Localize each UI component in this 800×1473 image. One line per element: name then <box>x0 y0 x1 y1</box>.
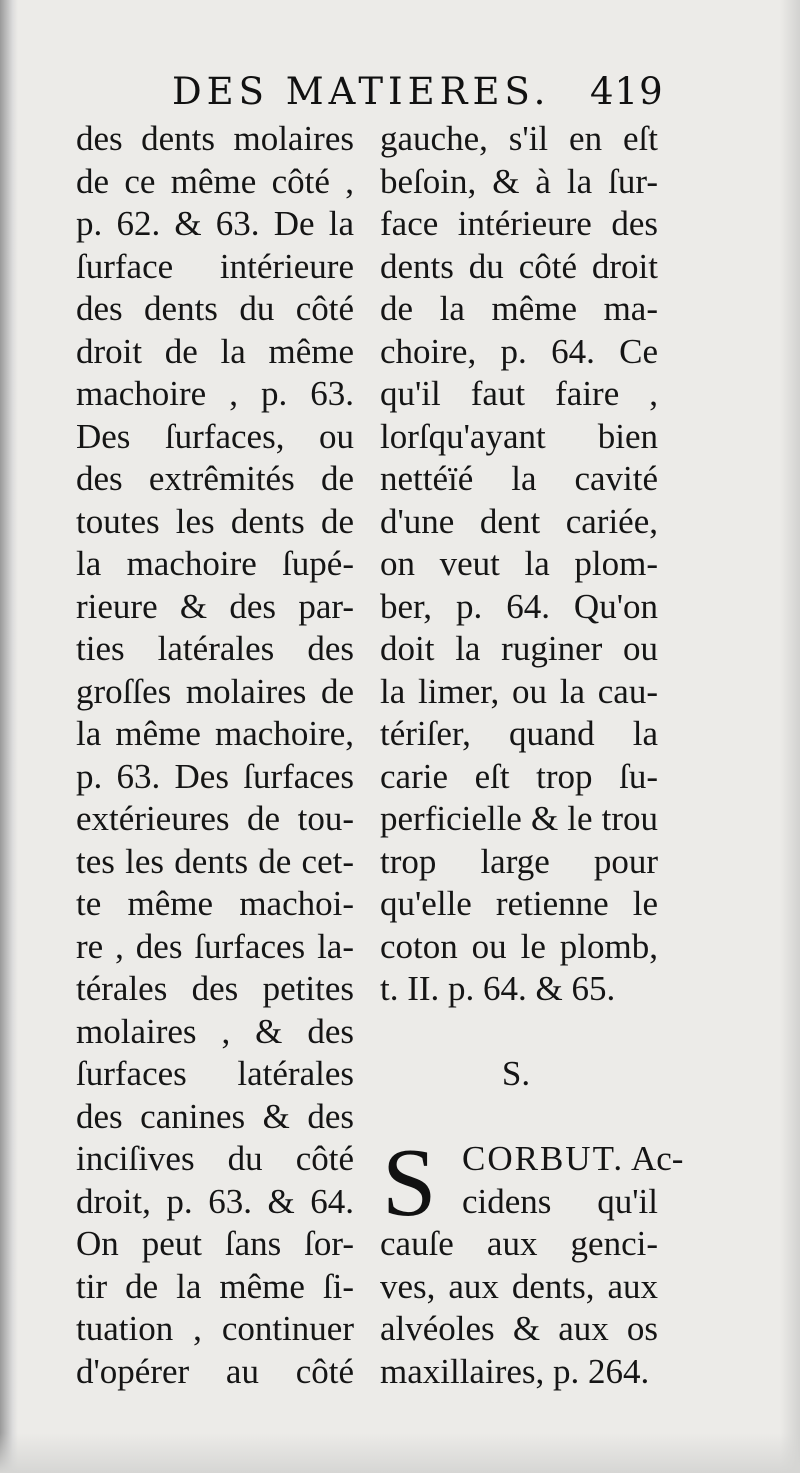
text-line: térales des petites <box>76 969 354 1008</box>
text-line: cauſe aux genci- <box>380 1224 658 1263</box>
text-line: maxillaires, p. 264. <box>380 1351 650 1391</box>
text-line: ties latérales des <box>76 629 354 668</box>
text-line: ſurfaces latérales <box>76 1054 354 1093</box>
text-line: doit la ruginer ou <box>380 629 658 668</box>
text-line: nettéïé la cavité <box>380 459 658 498</box>
running-head-title: DES MATIERES. <box>172 70 551 113</box>
text-line: de la même ma- <box>380 289 658 328</box>
text-line: des canines & des <box>76 1096 354 1136</box>
text-line: qu'il faut faire , <box>380 374 658 413</box>
text-line: toutes les dents de <box>76 501 354 541</box>
text-line: p. 63. Des ſurfaces <box>76 756 354 796</box>
text-line: alvéoles & aux os <box>380 1309 658 1348</box>
page-edge-shadow <box>780 0 800 1473</box>
entry-headword: CORBUT. <box>462 1139 625 1178</box>
text-line: d'opérer au côté <box>76 1351 354 1391</box>
left-column <box>76 118 354 1393</box>
text-line: tériſer, quand la <box>380 714 658 753</box>
text-line: choire, p. 64. Ce <box>380 331 658 371</box>
text-line: carie eſt trop ſu- <box>380 756 658 796</box>
text-line: la même machoire, <box>76 714 354 753</box>
page-number: 419 <box>590 70 664 113</box>
text-line: gauche, s'il en eſt <box>380 119 658 158</box>
right-column <box>380 118 684 1393</box>
text-line: coton ou le plomb, <box>380 926 658 966</box>
text-line: face intérieure des <box>380 204 658 243</box>
text-line: beſoin, & à la ſur- <box>380 161 658 201</box>
text-line: lorſqu'ayant bien <box>380 416 658 456</box>
right-column-lines <box>380 118 658 1011</box>
text-line: inciſives du côté <box>76 1139 354 1178</box>
text-line: On peut ſans ſor- <box>76 1224 354 1263</box>
text-line: on veut la plom- <box>380 544 658 583</box>
text-line: la machoire ſupé- <box>76 544 354 583</box>
text-line: p. 62. & 63. De la <box>76 204 354 243</box>
text-line: des dents molaires <box>76 119 354 158</box>
section-spacer <box>380 1011 658 1054</box>
text-line: tes les dents de cet- <box>76 841 354 881</box>
gutter-shadow <box>0 0 18 1473</box>
text-line: machoire , p. 63. <box>76 374 354 413</box>
entry-lines <box>380 1223 658 1393</box>
text-line: des extrêmités de <box>76 459 354 498</box>
text-line: tuation , continuer <box>76 1309 354 1348</box>
text-line: Des ſurfaces, ou <box>76 416 354 456</box>
text-line: perficielle & le trou <box>380 799 658 838</box>
text-line: rieure & des par- <box>76 586 354 626</box>
page-bottom-shadow <box>0 1433 800 1473</box>
text-line: droit, p. 63. & 64. <box>76 1181 354 1221</box>
text-line: des dents du côté <box>76 289 354 328</box>
entry-line-rest: Ac- <box>630 1139 684 1178</box>
text-line: re , des ſurfaces la- <box>76 926 354 966</box>
text-line: d'une dent cariée, <box>380 501 658 541</box>
section-letter: S. <box>501 1054 531 1093</box>
text-line: dents du côté droit <box>380 246 658 286</box>
index-entry-scorbut <box>380 1129 684 1393</box>
text-line: groſſes molaires de <box>76 671 354 711</box>
text-line: ves, aux dents, aux <box>380 1266 658 1306</box>
text-line: droit de la même <box>76 331 354 371</box>
text-line: qu'elle retienne le <box>380 884 658 923</box>
text-line: extérieures de tou- <box>76 799 354 838</box>
running-head <box>172 70 662 120</box>
text-line: trop large pour <box>380 841 658 881</box>
text-line: molaires , & des <box>76 1011 354 1051</box>
text-line: la limer, ou la cau- <box>380 671 658 711</box>
text-line: ſurface intérieure <box>76 246 354 286</box>
text-line: t. II. p. 64. & 65. <box>380 969 616 1008</box>
text-line: tir de la même ſi- <box>76 1266 354 1306</box>
drop-cap: S <box>382 1129 437 1237</box>
text-line: te même machoi- <box>76 884 354 923</box>
text-line: de ce même côté , <box>76 161 354 201</box>
text-line: ber, p. 64. Qu'on <box>380 586 658 626</box>
entry-line: cidens qu'il <box>462 1181 658 1221</box>
